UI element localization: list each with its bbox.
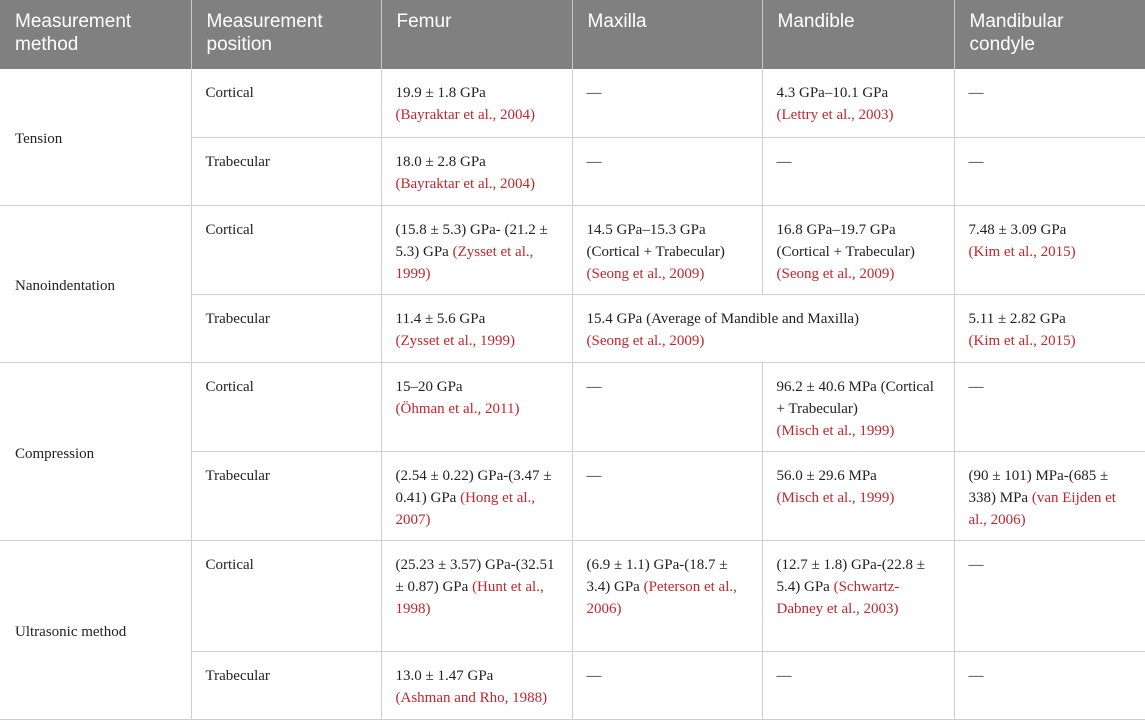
reference-text: (Misch et al., 1999) [776, 422, 895, 439]
value-text: (2.54 ± 0.22) GPa-(3.47 ± 0.41) GPa [395, 467, 552, 506]
position-cell: Trabecular [191, 294, 381, 362]
reference-text: (Hong et al., 2007) [395, 489, 536, 528]
value-text: (12.7 ± 1.8) GPa-(22.8 ± 5.4) GPa [776, 556, 926, 595]
maxilla-cell [572, 137, 762, 205]
header-mandibular-condyle: Mandibular condyle [954, 0, 1145, 69]
value-text: 96.2 ± 40.6 MPa (Cortical + Trabecular) [776, 378, 934, 417]
reference-text: (Zysset et al., 1999) [395, 332, 516, 349]
reference-text: (van Eijden et al., 2006) [968, 489, 1116, 528]
value-text: 18.0 ± 2.8 GPa [395, 153, 486, 170]
mandible-cell [762, 451, 954, 540]
maxilla-mandible-merged-cell [572, 294, 954, 362]
mandible-cell [762, 651, 954, 719]
reference-text: (Misch et al., 1999) [776, 489, 895, 506]
value-text: (25.23 ± 3.57) GPa-(32.51 ± 0.87) GPa [395, 556, 555, 595]
condyle-cell [954, 451, 1145, 540]
reference-text: (Seong et al., 2009) [776, 265, 895, 282]
reference-text: (Kim et al., 2015) [968, 332, 1076, 349]
empty-dash: — [968, 378, 984, 395]
value-text: 7.48 ± 3.09 GPa [968, 221, 1067, 238]
header-femur: Femur [381, 0, 572, 69]
value-text: 5.11 ± 2.82 GPa [968, 310, 1066, 327]
value-text: (6.9 ± 1.1) GPa-(18.7 ± 3.4) GPa [586, 556, 728, 595]
condyle-cell [954, 362, 1145, 451]
header-mandible: Mandible [762, 0, 954, 69]
value-text: 14.5 GPa–15.3 GPa (Cortical + Trabecular) [586, 221, 725, 260]
empty-dash: — [776, 667, 792, 684]
reference-text: (Ashman and Rho, 1988) [395, 689, 548, 706]
condyle-cell [954, 205, 1145, 294]
table-row [0, 362, 1145, 451]
reference-text: (Seong et al., 2009) [586, 265, 705, 282]
position-cell: Trabecular [191, 451, 381, 540]
reference-text: (Hunt et al., 1998) [395, 578, 544, 617]
maxilla-cell [572, 362, 762, 451]
table-header [0, 0, 1145, 69]
femur-cell [381, 651, 572, 719]
position-cell: Cortical [191, 540, 381, 651]
value-text: (90 ± 101) MPa-(685 ± 338) MPa [968, 467, 1109, 506]
header-measurement-position: Measurement position [191, 0, 381, 69]
table-row [0, 205, 1145, 294]
position-cell: Cortical [191, 362, 381, 451]
value-text: 56.0 ± 29.6 MPa [776, 467, 877, 484]
reference-text: (Lettry et al., 2003) [776, 107, 894, 123]
header-measurement-method: Measurement method [0, 0, 191, 69]
value-text: 15.4 GPa (Average of Mandible and Maxilla) [586, 310, 860, 327]
mandible-cell [762, 540, 954, 651]
value-text: 13.0 ± 1.47 GPa [395, 667, 494, 684]
mandible-cell [762, 69, 954, 137]
femur-cell [381, 205, 572, 294]
reference-text: (Zysset et al., 1999) [395, 243, 534, 282]
mandible-cell [762, 205, 954, 294]
maxilla-cell [572, 69, 762, 137]
method-cell-nanoindentation: Nanoindentation [0, 205, 191, 362]
reference-text: (Schwartz-Dabney et al., 2003) [776, 578, 900, 617]
table-row [0, 540, 1145, 651]
empty-dash: — [586, 153, 602, 170]
empty-dash: — [586, 85, 602, 101]
empty-dash: — [968, 667, 984, 684]
value-text: (15.8 ± 5.3) GPa- (21.2 ± 5.3) GPa [395, 221, 548, 260]
empty-dash: — [968, 556, 984, 573]
position-cell: Cortical [191, 69, 381, 137]
value-text: 19.9 ± 1.8 GPa [395, 85, 486, 101]
condyle-cell [954, 651, 1145, 719]
femur-cell [381, 362, 572, 451]
femur-cell [381, 294, 572, 362]
header-row [0, 0, 1145, 69]
header-maxilla: Maxilla [572, 0, 762, 69]
position-cell: Trabecular [191, 651, 381, 719]
condyle-cell [954, 137, 1145, 205]
empty-dash: — [968, 153, 984, 170]
maxilla-cell [572, 451, 762, 540]
reference-text: (Öhman et al., 2011) [395, 400, 520, 417]
method-cell-compression: Compression [0, 362, 191, 540]
reference-text: (Seong et al., 2009) [586, 332, 705, 349]
femur-cell [381, 540, 572, 651]
condyle-cell [954, 69, 1145, 137]
femur-cell [381, 69, 572, 137]
empty-dash: — [968, 85, 984, 101]
condyle-cell [954, 540, 1145, 651]
empty-dash: — [586, 467, 602, 484]
maxilla-cell [572, 540, 762, 651]
value-text: 15–20 GPa [395, 378, 463, 395]
value-text: 16.8 GPa–19.7 GPa (Cortical + Trabecular) [776, 221, 915, 260]
reference-text: (Peterson et al., 2006) [586, 578, 737, 617]
femur-cell [381, 451, 572, 540]
position-cell: Trabecular [191, 137, 381, 205]
reference-text: (Bayraktar et al., 2004) [395, 175, 536, 192]
method-cell-tension: Tension [0, 69, 191, 205]
method-cell-ultrasonic: Ultrasonic method [0, 540, 191, 719]
maxilla-cell [572, 651, 762, 719]
reference-text: (Bayraktar et al., 2004) [395, 107, 536, 123]
maxilla-cell [572, 205, 762, 294]
mandible-cell [762, 137, 954, 205]
table-body [0, 69, 1145, 719]
empty-dash: — [586, 378, 602, 395]
empty-dash: — [586, 667, 602, 684]
value-text: 11.4 ± 5.6 GPa [395, 310, 486, 327]
femur-cell [381, 137, 572, 205]
table-row [0, 69, 1145, 137]
reference-text: (Kim et al., 2015) [968, 243, 1076, 260]
mandible-cell [762, 362, 954, 451]
empty-dash: — [776, 153, 792, 170]
position-cell: Cortical [191, 205, 381, 294]
condyle-cell [954, 294, 1145, 362]
value-text: 4.3 GPa–10.1 GPa [776, 85, 889, 101]
